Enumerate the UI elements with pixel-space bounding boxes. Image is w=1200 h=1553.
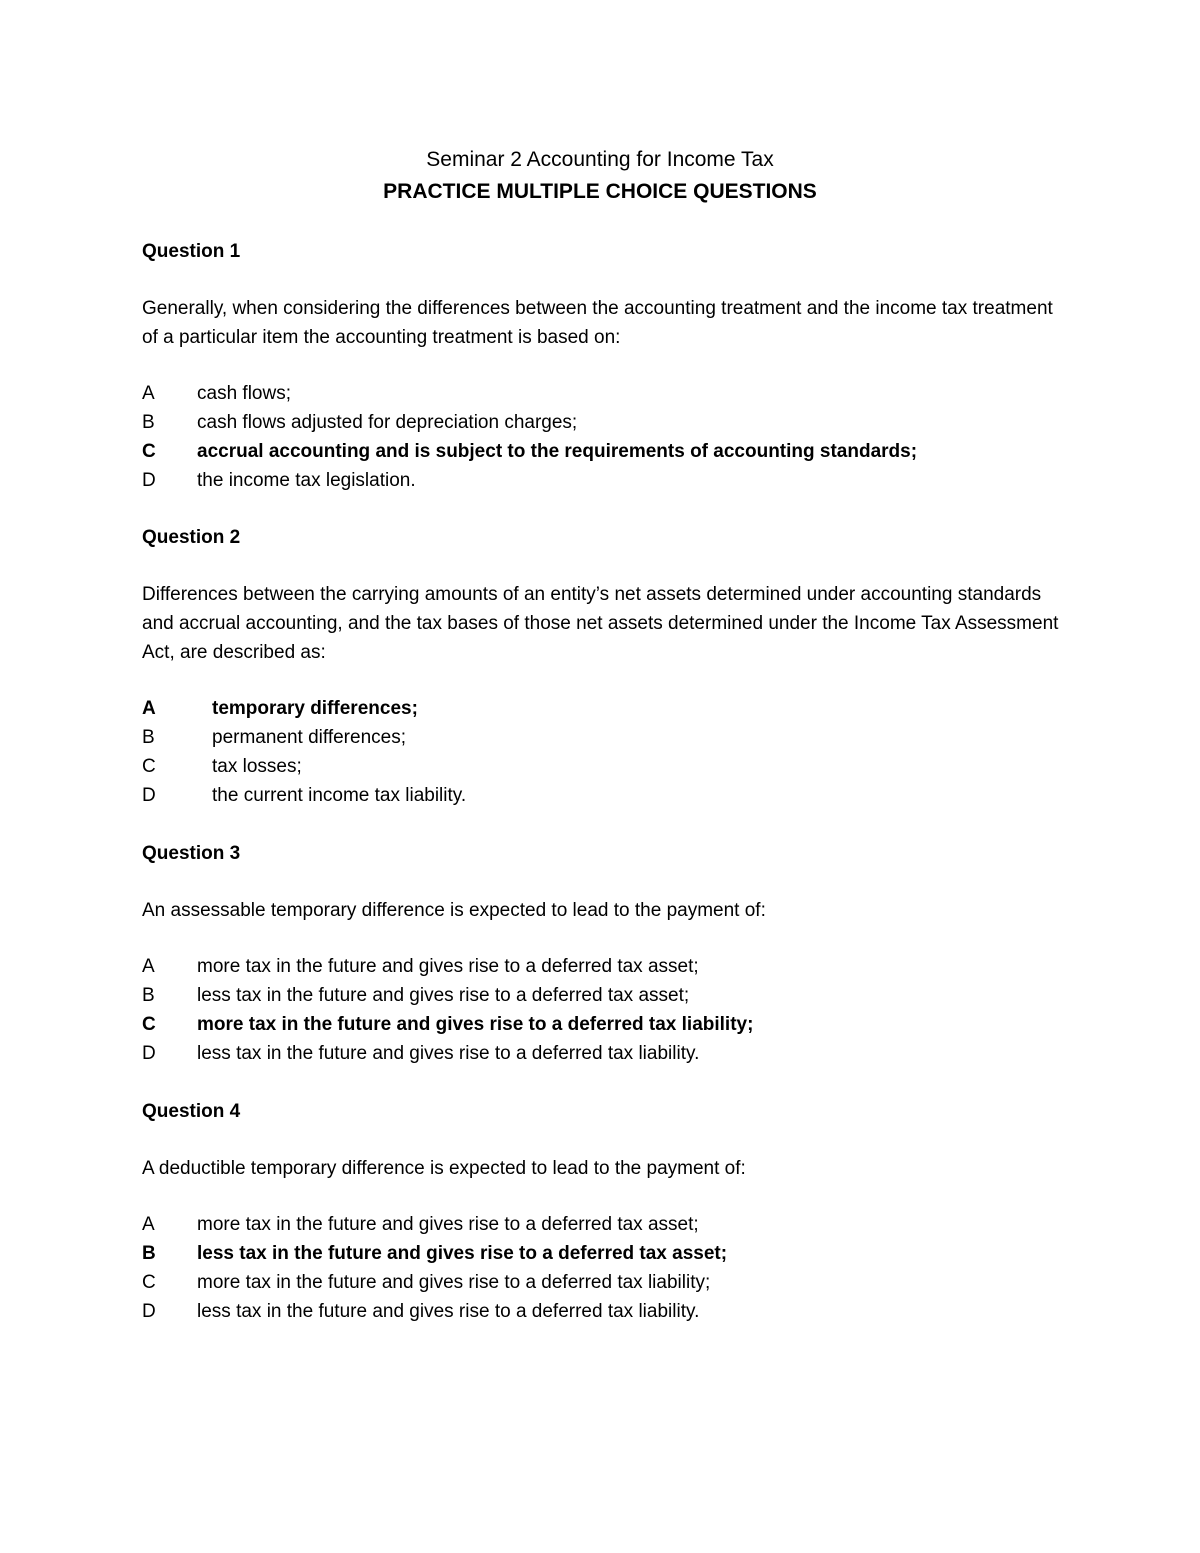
answer-option-c-correct xyxy=(142,1010,1072,1039)
option-letter: A xyxy=(142,1214,155,1235)
option-letter: A xyxy=(142,956,155,977)
option-letter: C xyxy=(142,756,156,777)
option-letter: B xyxy=(142,412,155,433)
answer-option-c xyxy=(142,752,1072,781)
answer-option-b xyxy=(142,408,1072,437)
answer-option-b xyxy=(142,981,1072,1010)
answer-option-a xyxy=(142,379,1072,408)
option-letter: B xyxy=(142,727,155,748)
option-letter: B xyxy=(142,1243,156,1264)
document-subtitle: PRACTICE MULTIPLE CHOICE QUESTIONS xyxy=(383,180,817,203)
question-4 xyxy=(142,1098,1072,1326)
option-text: less tax in the future and gives rise to a deferred tax asset; xyxy=(197,985,690,1006)
option-text: more tax in the future and gives rise to a deferred tax asset; xyxy=(197,1214,699,1235)
option-letter: D xyxy=(142,1301,156,1322)
option-text: cash flows adjusted for depreciation charges; xyxy=(197,412,578,433)
option-text: accrual accounting and is subject to the requirements of accounting standards; xyxy=(197,441,918,462)
title-block xyxy=(0,144,1200,208)
answer-option-a xyxy=(142,952,1072,981)
option-text: the income tax legislation. xyxy=(197,470,416,491)
option-text: less tax in the future and gives rise to a deferred tax liability. xyxy=(197,1301,700,1322)
question-stem: A deductible temporary difference is expected to lead to the payment of: xyxy=(142,1158,746,1179)
question-heading: Question 2 xyxy=(142,527,241,548)
question-heading: Question 3 xyxy=(142,843,241,864)
question-stem: Generally, when considering the differences between the accounting treatment and the income tax treatment of a particular item the accounting treatment is based on: xyxy=(142,298,1053,348)
document-title: Seminar 2 Accounting for Income Tax xyxy=(426,148,774,171)
option-text: temporary differences; xyxy=(212,698,418,719)
question-2 xyxy=(142,524,1072,810)
answer-option-c xyxy=(142,1268,1072,1297)
option-text: more tax in the future and gives rise to a deferred tax liability; xyxy=(197,1014,754,1035)
question-stem: An assessable temporary difference is expected to lead to the payment of: xyxy=(142,900,766,921)
answer-option-b-correct xyxy=(142,1239,1072,1268)
option-letter: C xyxy=(142,1272,156,1293)
answer-options xyxy=(142,379,1072,495)
answer-options xyxy=(142,1210,1072,1326)
question-3 xyxy=(142,840,1072,1068)
answer-option-c-correct xyxy=(142,437,1072,466)
option-text: more tax in the future and gives rise to a deferred tax asset; xyxy=(197,956,699,977)
answer-option-d xyxy=(142,466,1072,495)
answer-option-a xyxy=(142,1210,1072,1239)
answer-option-d xyxy=(142,1039,1072,1068)
option-text: less tax in the future and gives rise to a deferred tax liability. xyxy=(197,1043,700,1064)
option-letter: D xyxy=(142,470,156,491)
answer-option-a-correct xyxy=(142,694,1072,723)
option-text: more tax in the future and gives rise to a deferred tax liability; xyxy=(197,1272,711,1293)
option-letter: C xyxy=(142,441,156,462)
answer-option-d xyxy=(142,1297,1072,1326)
option-letter: B xyxy=(142,985,155,1006)
option-text: the current income tax liability. xyxy=(212,785,467,806)
question-1 xyxy=(142,238,1072,495)
answer-option-d xyxy=(142,781,1072,810)
answer-options xyxy=(142,694,1072,810)
question-stem: Differences between the carrying amounts of an entity’s net assets determined under accounting standards and accrual accounting, and the tax bases of those net assets determined under the Income Tax Assessment Act, are described as: xyxy=(142,584,1059,663)
option-letter: C xyxy=(142,1014,156,1035)
option-text: tax losses; xyxy=(212,756,302,777)
option-text: cash flows; xyxy=(197,383,291,404)
answer-option-b xyxy=(142,723,1072,752)
answer-options xyxy=(142,952,1072,1068)
option-letter: D xyxy=(142,1043,156,1064)
option-text: less tax in the future and gives rise to a deferred tax asset; xyxy=(197,1243,728,1264)
question-heading: Question 1 xyxy=(142,241,241,262)
option-letter: A xyxy=(142,698,156,719)
option-text: permanent differences; xyxy=(212,727,406,748)
question-heading: Question 4 xyxy=(142,1101,241,1122)
option-letter: D xyxy=(142,785,156,806)
option-letter: A xyxy=(142,383,155,404)
